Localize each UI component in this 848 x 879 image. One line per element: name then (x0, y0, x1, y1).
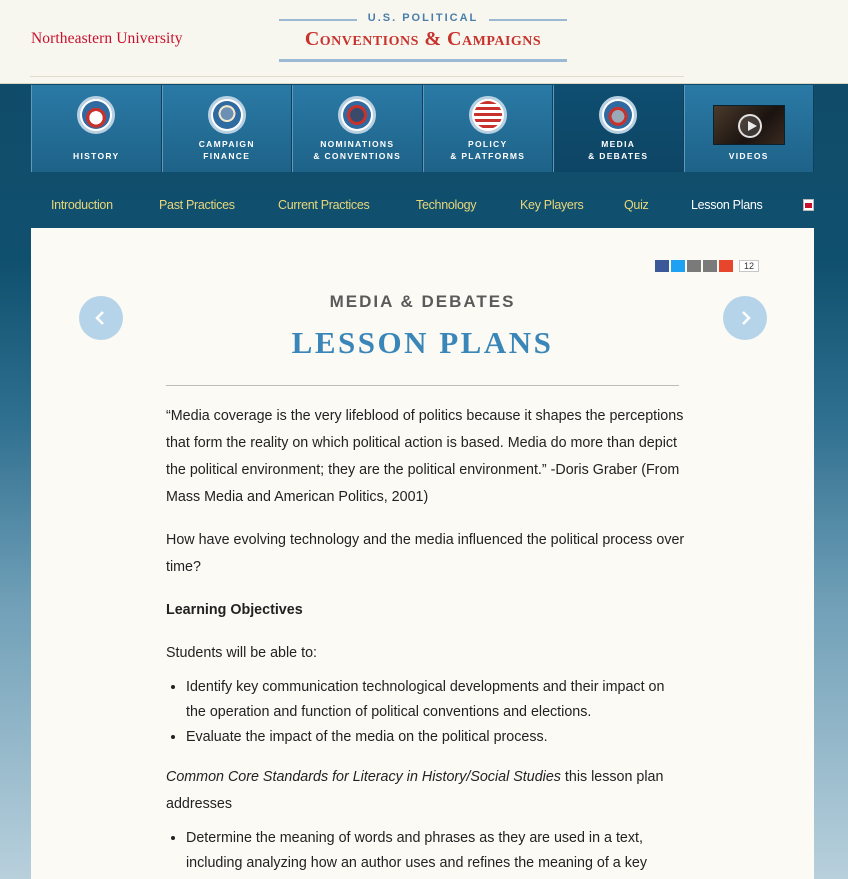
facebook-icon[interactable] (655, 260, 669, 272)
section-nominations[interactable] (292, 85, 423, 172)
objectives-intro: Students will be able to: (166, 645, 318, 661)
policy-badge-icon (469, 96, 507, 134)
section-label: CAMPAIGN FINANCE (198, 139, 255, 161)
header-divider (30, 76, 684, 77)
section-kicker: MEDIA & DEBATES (329, 292, 516, 311)
list-item: • Evaluate the impact of the media on the political process. (186, 725, 686, 750)
site-logo[interactable] (279, 10, 567, 64)
nominations-badge-icon (338, 96, 376, 134)
article-body (166, 403, 686, 879)
campaign-finance-badge-icon (208, 96, 246, 134)
share-bar (655, 260, 759, 272)
subnav-lesson-plans[interactable]: Lesson Plans (691, 198, 763, 212)
section-label: NOMINATIONS & CONVENTIONS (313, 139, 402, 161)
standards-list (186, 826, 686, 876)
guiding-question: How have evolving technology and the media influenced the political process over time? (166, 532, 685, 575)
email-icon[interactable] (703, 260, 717, 272)
standards-title: Common Core Standards for Literacy in History/Social Studies (166, 769, 561, 785)
twitter-icon[interactable] (671, 260, 685, 272)
title-divider (166, 385, 679, 386)
objectives-heading: Learning Objectives (166, 602, 303, 618)
share-count: 12 (739, 260, 759, 272)
section-nav (31, 85, 814, 172)
logo-rule-bottom (279, 59, 567, 62)
subnav-past-practices[interactable]: Past Practices (159, 198, 235, 212)
history-badge-icon (77, 96, 115, 134)
northeastern-logo[interactable]: Northeastern University (31, 30, 183, 47)
section-history[interactable] (31, 85, 162, 172)
subnav-quiz[interactable]: Quiz (624, 198, 649, 212)
play-icon (738, 114, 762, 138)
standards-intro (166, 764, 686, 818)
list-item: • Identify key communication technological developments and their impact on the operation and function of political conventions and elections. (186, 675, 686, 725)
print-icon[interactable] (687, 260, 701, 272)
intro-quote: “Media coverage is the very lifeblood of politics because it shapes the perceptions that form the reality on which political action is based. Media do more than depict the political environment; they are the political environment.” -Doris Graber (From Mass Media and American Politics, 2001) (166, 408, 684, 505)
section-label: HISTORY (73, 151, 120, 161)
sub-nav (31, 172, 814, 228)
section-label: MEDIA & DEBATES (588, 139, 649, 161)
page-title: LESSON PLANS (291, 325, 554, 360)
subnav-current-practices[interactable]: Current Practices (278, 198, 370, 212)
plus-share-icon[interactable] (719, 260, 733, 272)
pdf-icon[interactable] (803, 199, 814, 211)
section-policy[interactable] (423, 85, 554, 172)
section-label: POLICY & PLATFORMS (450, 139, 526, 161)
list-item: • Determine the meaning of words and phrases as they are used in a text, including analyzing how an author uses and refines the meaning of a key (186, 826, 686, 876)
section-campaign-finance[interactable] (162, 85, 293, 172)
subnav-technology[interactable]: Technology (416, 198, 477, 212)
objectives-list (186, 675, 686, 750)
subnav-key-players[interactable]: Key Players (520, 198, 584, 212)
standards-rest: this lesson plan addresses (166, 769, 664, 812)
media-badge-icon (599, 96, 637, 134)
logo-title: Conventions & Campaigns (304, 28, 542, 50)
section-media[interactable] (553, 85, 684, 172)
logo-subtitle: U.S. POLITICAL (367, 12, 479, 24)
content-card (31, 228, 814, 879)
subnav-introduction[interactable]: Introduction (51, 198, 113, 212)
site-header (0, 0, 848, 84)
section-label: VIDEOS (728, 151, 769, 161)
section-videos[interactable] (684, 85, 815, 172)
